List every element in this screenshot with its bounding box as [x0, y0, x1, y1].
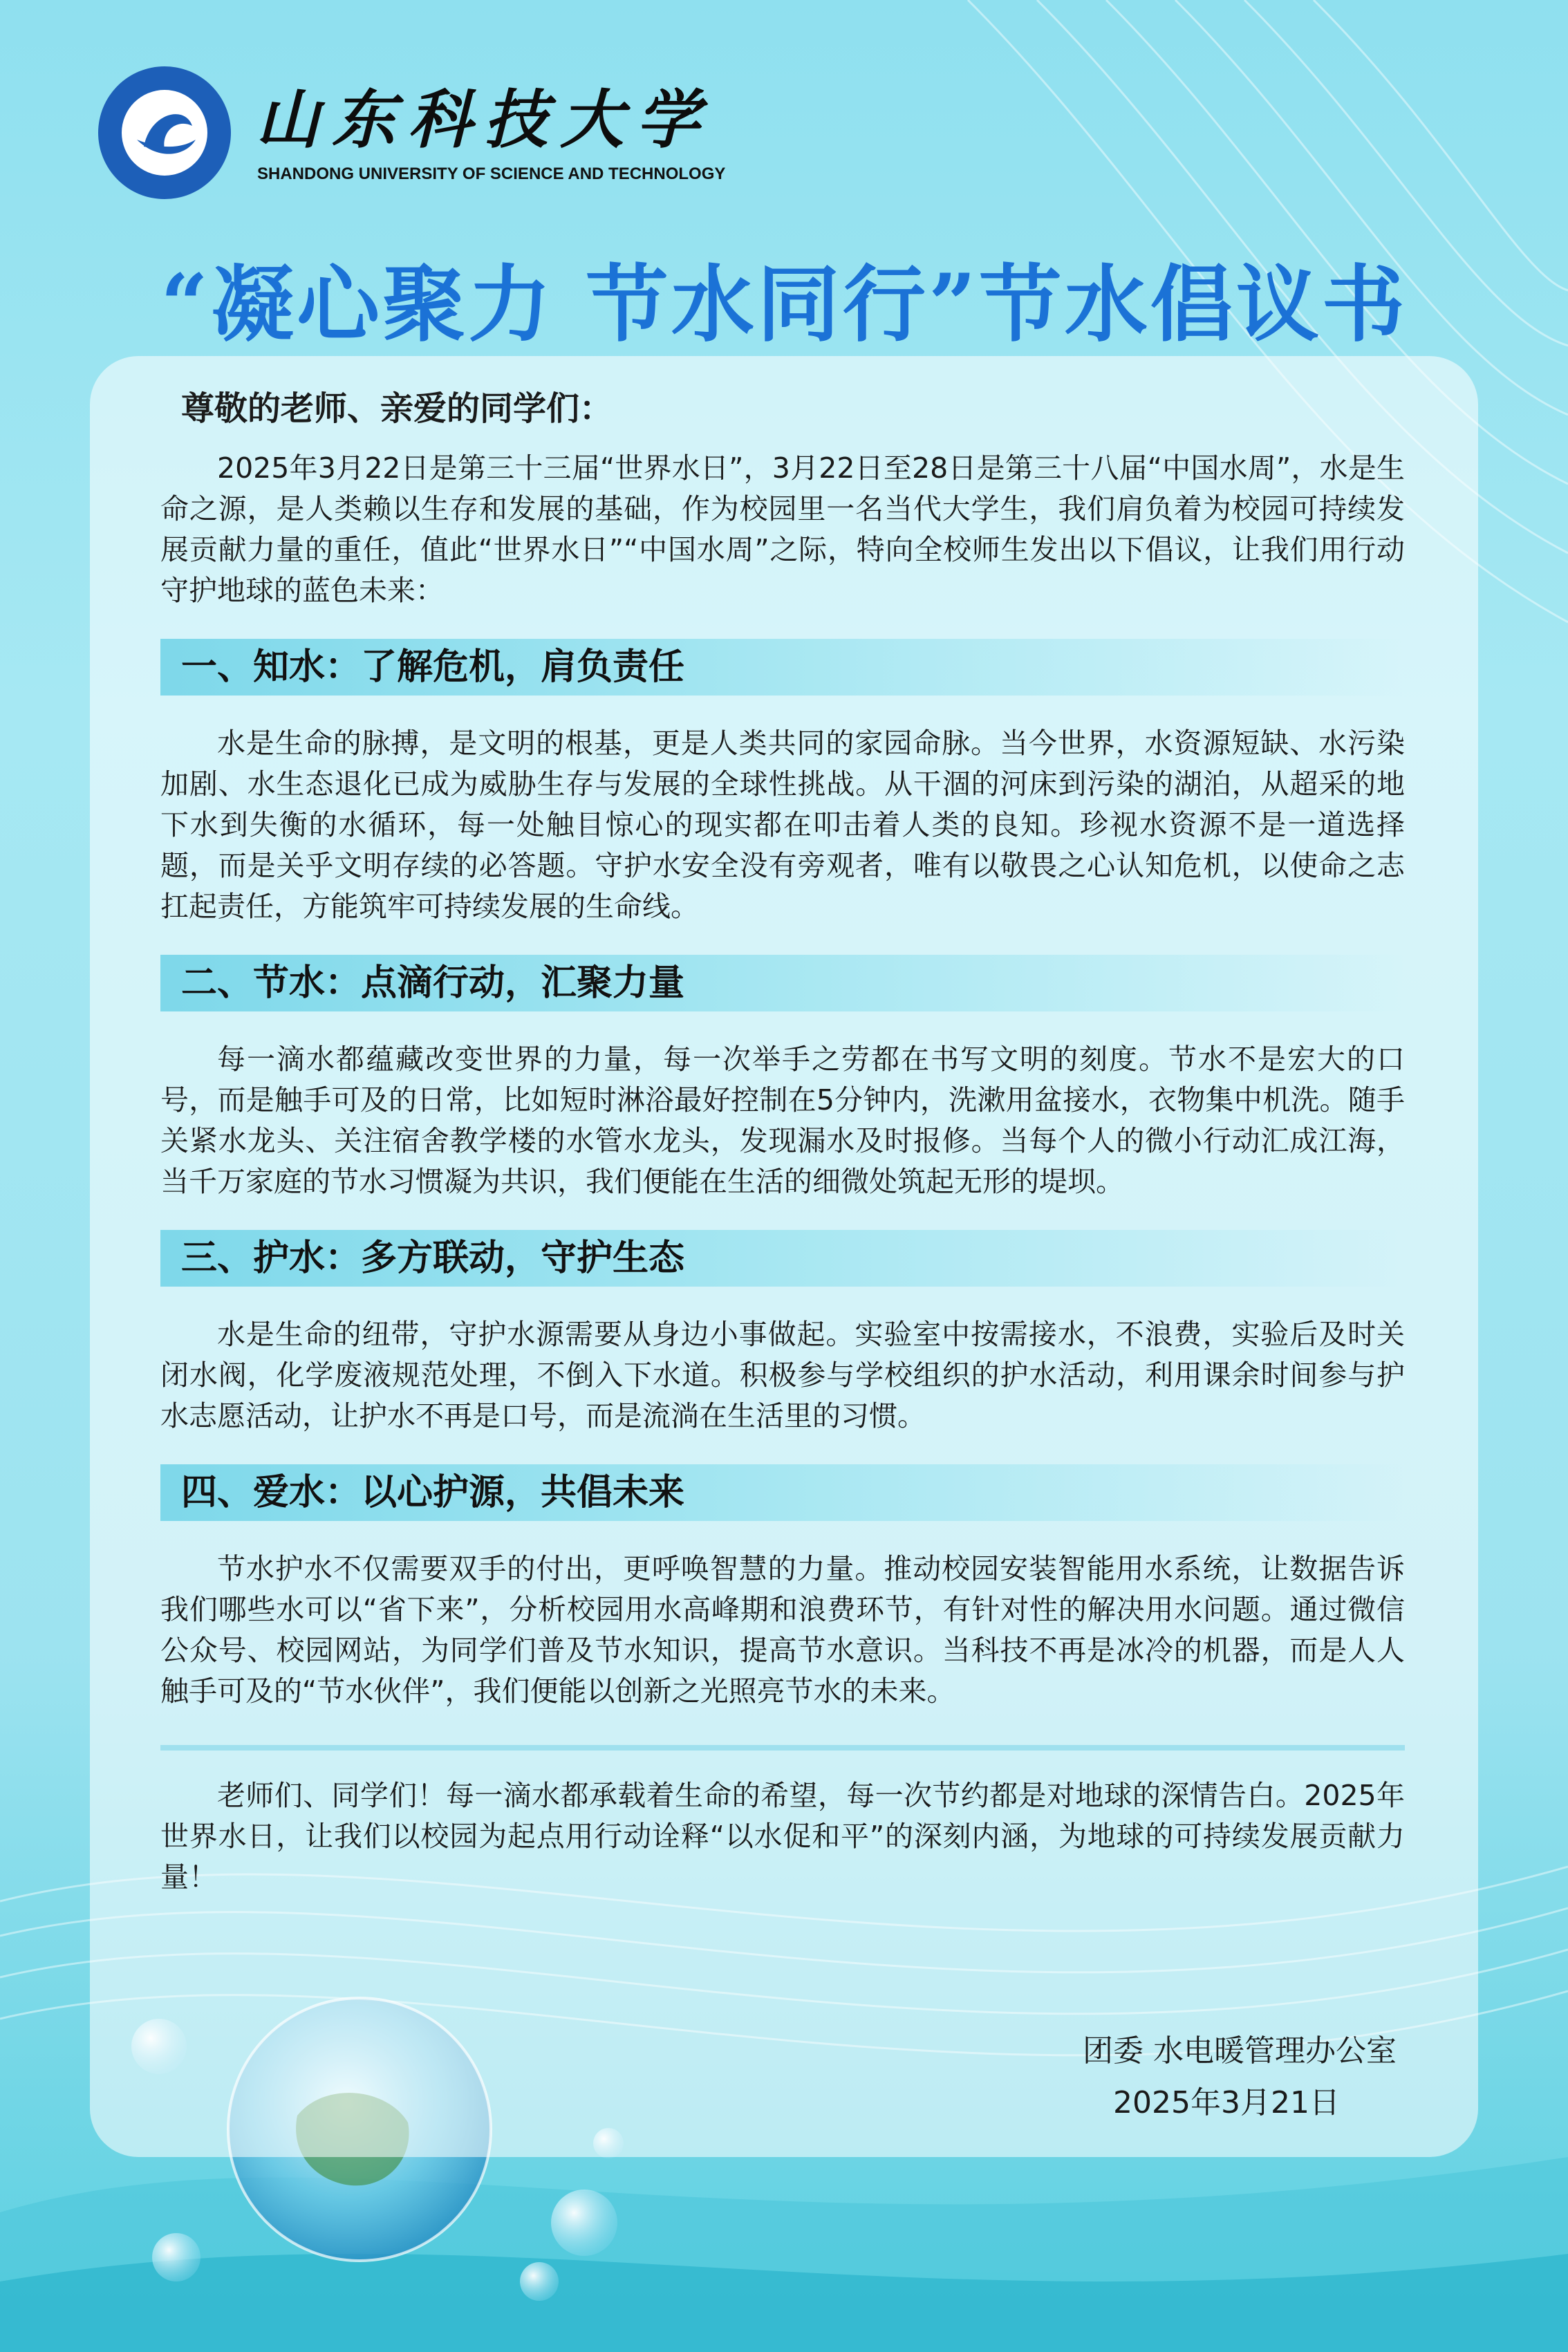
divider: [160, 1745, 1405, 1751]
university-seal-icon: [95, 64, 234, 202]
closing-paragraph: 老师们、同学们！每一滴水都承载着生命的希望，每一次节约都是对地球的深情告白。2025年世界水日，让我们以校园为起点用行动诠释“以水促和平”的深刻内涵，为地球的可持续发展贡献力量！: [160, 1779, 1405, 1894]
page-title: “凝心聚力 节水同行”节水倡议书: [160, 256, 1408, 353]
section-body-3: 水是生命的纽带，守护水源需要从身边小事做起。实验室中按需接水，不浪费，实验后及时关闭水阀，化学废液规范处理，不倒入下水道。积极参与学校组织的护水活动，利用课余时间参与护水志愿活动，让护水不再是口号，而是流淌在生活里的习惯。: [160, 1318, 1405, 1432]
letter-body: [160, 384, 1405, 1898]
greeting: 尊敬的老师、亲爱的同学们：: [181, 389, 613, 428]
section-heading-2: 二、节水：点滴行动，汇聚力量: [160, 955, 1405, 1011]
section-heading-4: 四、爱水：以心护源，共倡未来: [160, 1464, 1405, 1521]
section-heading-3: 三、护水：多方联动，守护生态: [160, 1230, 1405, 1287]
signature-date: 2025年3月21日: [1113, 2085, 1340, 2120]
signature-org: 团委 水电暖管理办公室: [1083, 2033, 1397, 2069]
section-body-1: 水是生命的脉搏，是文明的根基，更是人类共同的家园命脉。当今世界，水资源短缺、水污染加剧、水生态退化已成为威胁生存与发展的全球性挑战。从干涸的河床到污染的湖泊，从超采的地下水到失衡的水循环，每一处触目惊心的现实都在叩击着人类的良知。珍视水资源不是一道选择题，而是关乎文明存续的必答题。守护水安全没有旁观者，唯有以敬畏之心认知危机，以使命之志扛起责任，方能筑牢可持续发展的生命线。: [160, 727, 1405, 923]
section-body-2: 每一滴水都蕴藏改变世界的力量，每一次举手之劳都在书写文明的刻度。节水不是宏大的口号，而是触手可及的日常，比如短时淋浴最好控制在5分钟内，洗漱用盆接水，衣物集中机洗。随手关紧水龙头、关注宿舍教学楼的水管水龙头，发现漏水及时报修。当每个人的微小行动汇成江海，当千万家庭的节水习惯凝为共识，我们便能在生活的细微处筑起无形的堤坝。: [160, 1043, 1405, 1198]
university-name-cn: 山东科技大学: [256, 82, 713, 157]
university-name-en: SHANDONG UNIVERSITY OF SCIENCE AND TECHNOLOGY: [257, 165, 726, 183]
section-body-4: 节水护水不仅需要双手的付出，更呼唤智慧的力量。推动校园安装智能用水系统，让数据告诉我们哪些水可以“省下来”，分析校园用水高峰期和浪费环节，有针对性的解决用水问题。通过微信公众号、校园网站，为同学们普及节水知识，提高节水意识。当科技不再是冰冷的机器，而是人人触手可及的“节水伙伴”，我们便能以创新之光照亮节水的未来。: [160, 1552, 1405, 1708]
section-heading-1: 一、知水：了解危机，肩负责任: [160, 639, 1405, 696]
intro-paragraph: 2025年3月22日是第三十三届“世界水日”，3月22日至28日是第三十八届“中国水周”，水是生命之源，是人类赖以生存和发展的基础，作为校园里一名当代大学生，我们肩负着为校园可持续发展贡献力量的重任，值此“世界水日”“中国水周”之际，特向全校师生发出以下倡议，让我们用行动守护地球的蓝色未来：: [160, 451, 1405, 607]
